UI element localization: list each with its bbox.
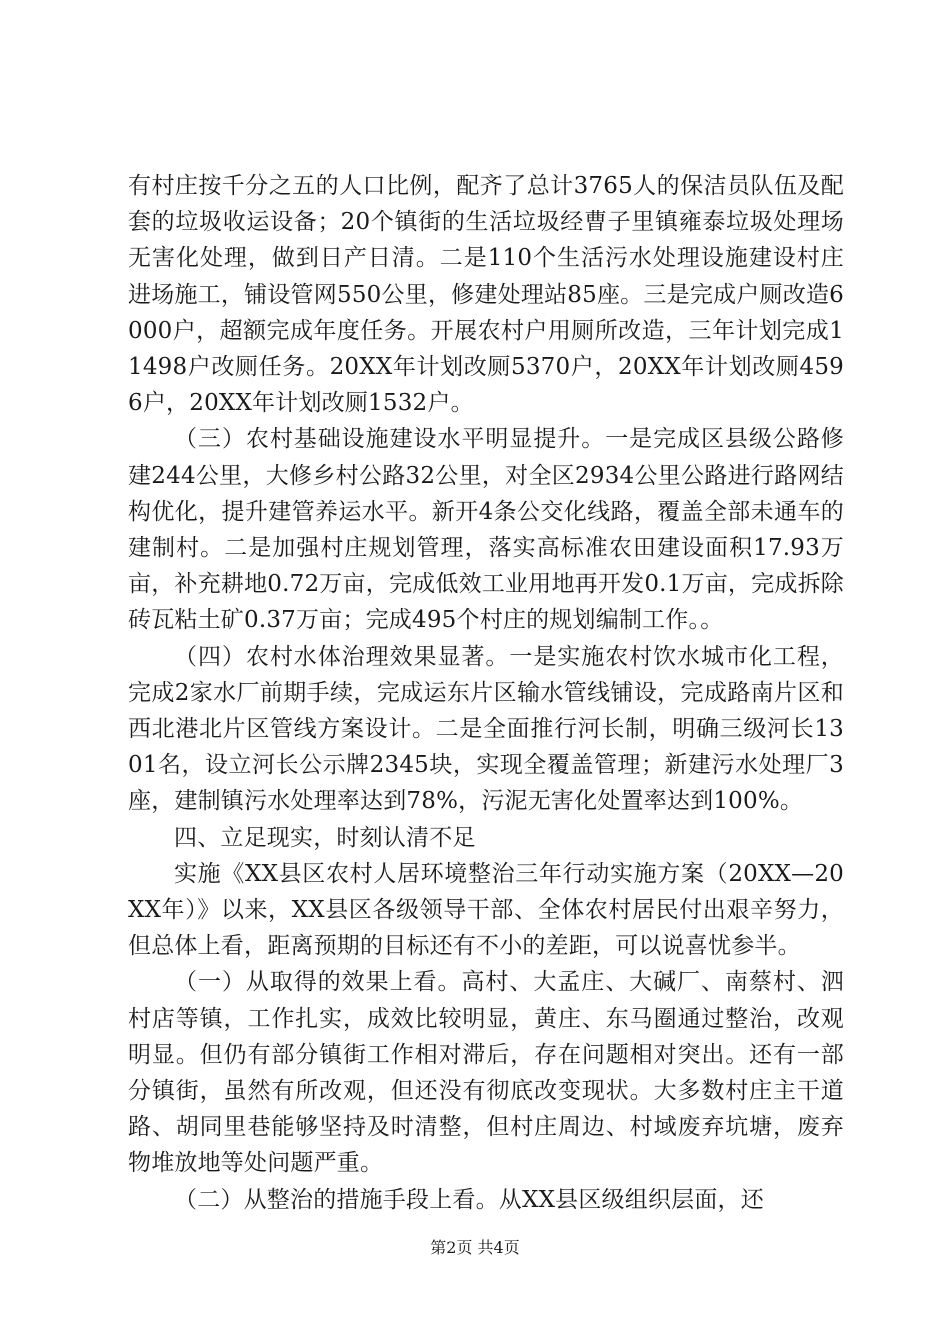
paragraph-section-3: （三）农村基础设施建设水平明显提升。一是完成区县级公路修建244公里，大修乡村公路32公里，对全区2934公里公路进行路网结构优化，提升建管养运水平。新开4条公交化线路，覆盖全部未通车的建制村。二是加强村庄规划管理，落实高标准农田建设面积17.93万亩，补充耕地0.72万亩，完成低效工业用地再开发0.1万亩，完成拆除砖瓦粘土矿0.37万亩；完成495个村庄的规划编制工作。。 [128,426,844,634]
paragraph-continuation: 有村庄按千分之五的人口比例，配齐了总计3765人的保洁员队伍及配套的垃圾收运设备；20个镇街的生活垃圾经曹子里镇雍泰垃圾处理场无害化处理，做到日产日清。二是110个生活污水处理设施建设村庄进场施工，铺设管网550公里，修建处理站85座。三是完成户厕改造6000户，超额完成年度任务。开展农村户用厕所改造，三年计划完成11498户改厕任务。20XX年计划改厕5370户，20XX年计划改厕4596户，20XX年计划改厕1532户。 [128,173,844,417]
section-heading: 四、立足现实，时刻认清不足 [174,824,476,851]
paragraph-section-4: （四）农村水体治理效果显著。一是实施农村饮水城市化工程，完成2家水厂前期手续，完成运东片区输水管线铺设，完成路南片区和西北港北片区管线方案设计。二是全面推行河长制，明确三级河长1301名，设立河长公示牌2345块，实现全覆盖管理；新建污水处理厂3座，建制镇污水处理率达到78%，污泥无害化处置率达到100%。 [128,643,844,815]
paragraph-intro: 实施《XX县区农村人居环境整治三年行动实施方案（20XX—20XX年）》以来，XX县区各级领导干部、全体农村居民付出艰辛努力，但总体上看，距离预期的目标还有不小的差距，可以说喜忧参半。 [128,860,844,960]
paragraph-subsection-1: （一）从取得的效果上看。高村、大孟庄、大碱厂、南蔡村、泗村店等镇，工作扎实，成效比较明显，黄庄、东马圈通过整治，改观明显。但仍有部分镇街工作相对滞后，存在问题相对突出。还有一部分镇街，虽然有所改观，但还没有彻底改变现状。大多数村庄主干道路、胡同里巷能够坚持及时清整，但村庄周边、村域废弃坑塘，废弃物堆放地等处问题严重。 [128,969,844,1177]
page-number: 第2页 共4页 [430,1238,520,1257]
document-body [128,168,844,1218]
paragraph-subsection-2: （二）从整治的措施手段上看。从XX县区级组织层面，还 [174,1186,764,1213]
